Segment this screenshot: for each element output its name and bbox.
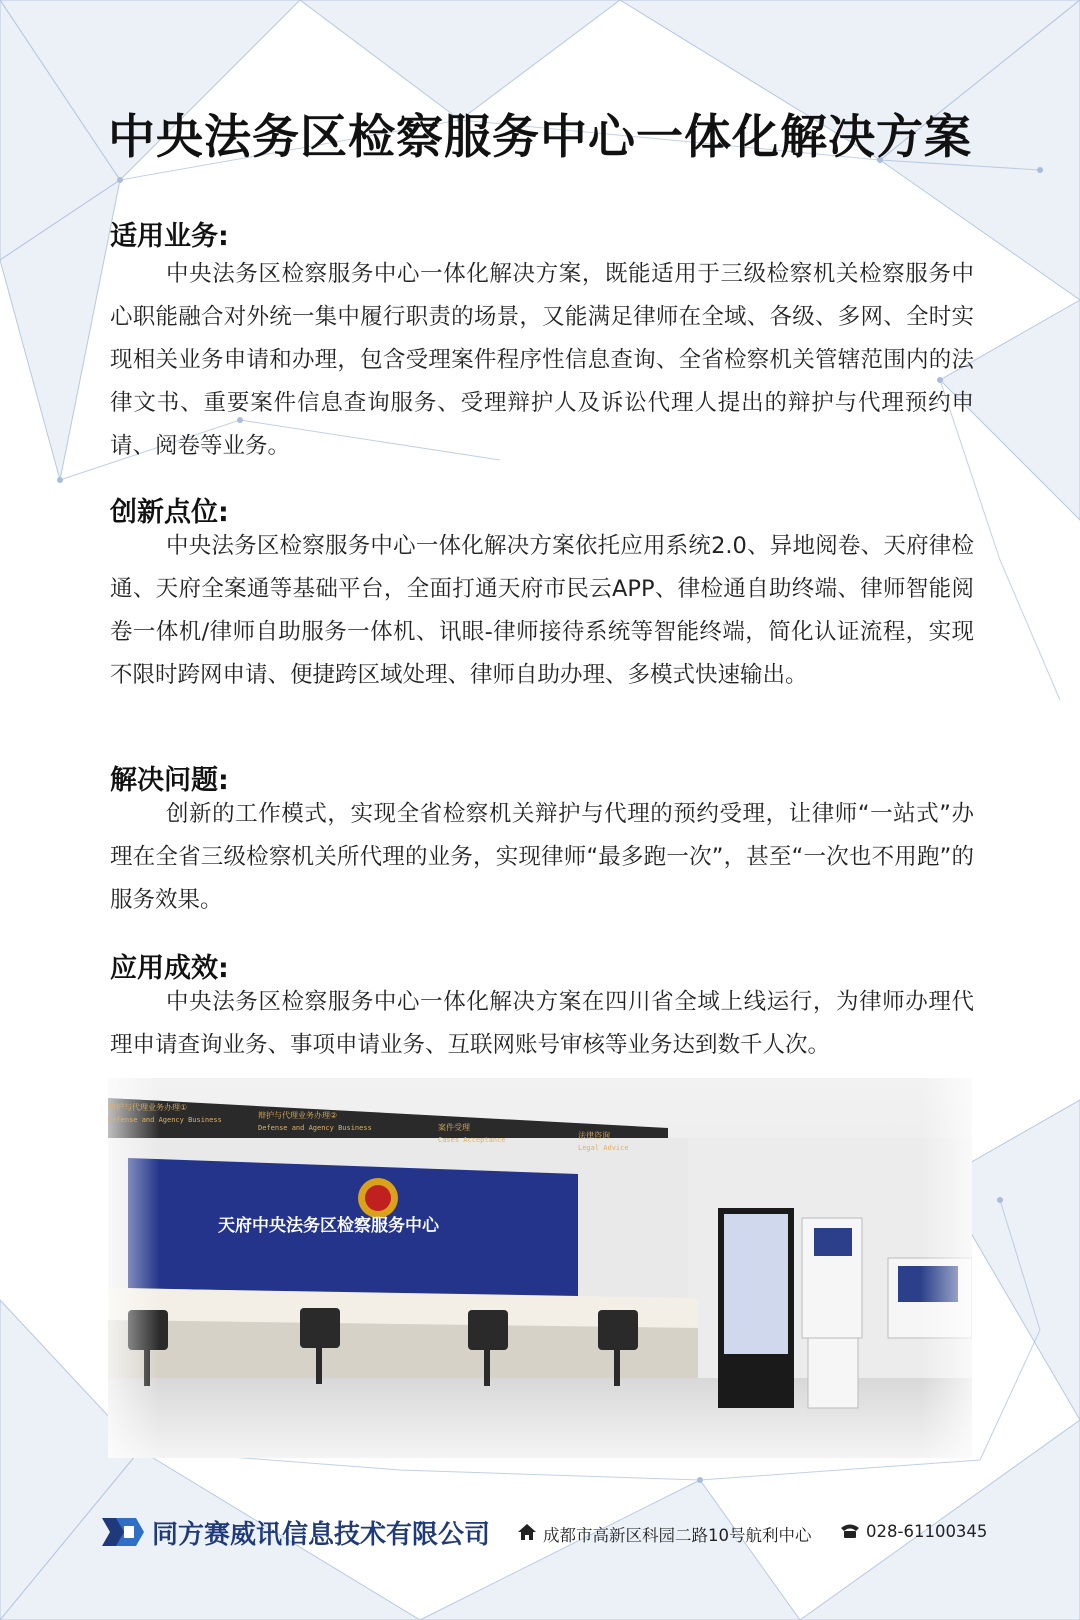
service-center-photo (108, 1078, 972, 1458)
company-name: 同方赛威讯信息技术有限公司 (152, 1520, 491, 1550)
section-heading-innovation: 创新点位: (110, 497, 229, 528)
company-address: 成都市高新区科园二路10号航利中心 (543, 1526, 812, 1545)
phone-icon (840, 1523, 860, 1543)
photo-counter-sign-3-en: Cases Acceptance (438, 1136, 506, 1144)
section-text-application-results: 中央法务区检察服务中心一体化解决方案在四川省全域上线运行，为律师办理代理申请查询业务、事项申请业务、互联网账号审核等业务达到数千人次。 (110, 989, 974, 1058)
footer (0, 1510, 1080, 1560)
photo-counter-sign-1: 辩护与代理业务办理① (108, 1103, 188, 1112)
section-heading-applicable-business: 适用业务: (110, 221, 229, 252)
photo-counter-sign-4: 法律咨询 (578, 1131, 610, 1140)
photo-counter-sign-1-en: Defense and Agency Business (108, 1116, 222, 1124)
photo-counter-sign-4-en: Legal Advice (578, 1144, 629, 1152)
section-heading-problem-solving: 解决问题: (110, 765, 229, 796)
home-icon (518, 1524, 536, 1544)
section-heading-application-results: 应用成效: (110, 953, 229, 984)
photo-counter-sign-2: 辩护与代理业务办理② (258, 1111, 338, 1120)
section-text-innovation: 中央法务区检察服务中心一体化解决方案依托应用系统2.0、异地阅卷、天府律检通、天府全案通等基础平台，全面打通天府市民云APP、律检通自助终端、律师智能阅卷一体机/律师自助服务一体机、讯眼-律师接待系统等智能终端，简化认证流程，实现不限时跨网申请、便捷跨区域处理、律师自助办理、多模式快速输出。 (110, 533, 974, 688)
section-text-problem-solving: 创新的工作模式，实现全省检察机关辩护与代理的预约受理，让律师“一站式”办理在全省三级检察机关所代理的业务，实现律师“最多跑一次”，甚至“一次也不用跑”的服务效果。 (110, 801, 974, 913)
section-text-applicable-business: 中央法务区检察服务中心一体化解决方案，既能适用于三级检察机关检察服务中心职能融合对外统一集中履行职责的场景，又能满足律师在全域、各级、多网、全时实现相关业务申请和办理，包含受理案件程序性信息查询、全省检察机关管辖范围内的法律文书、重要案件信息查询服务、受理辩护人及诉讼代理人提出的辩护与代理预约申请、阅卷等业务。 (110, 261, 974, 459)
page-title: 中央法务区检察服务中心一体化解决方案 (108, 110, 972, 165)
photo-wall-sign: 天府中央法务区检察服务中心 (218, 1216, 439, 1236)
company-phone: 028-61100345 (866, 1522, 988, 1541)
photo-counter-sign-2-en: Defense and Agency Business (258, 1124, 372, 1132)
company-logo-icon (100, 1512, 146, 1556)
photo-counter-sign-3: 案件受理 (438, 1123, 470, 1132)
